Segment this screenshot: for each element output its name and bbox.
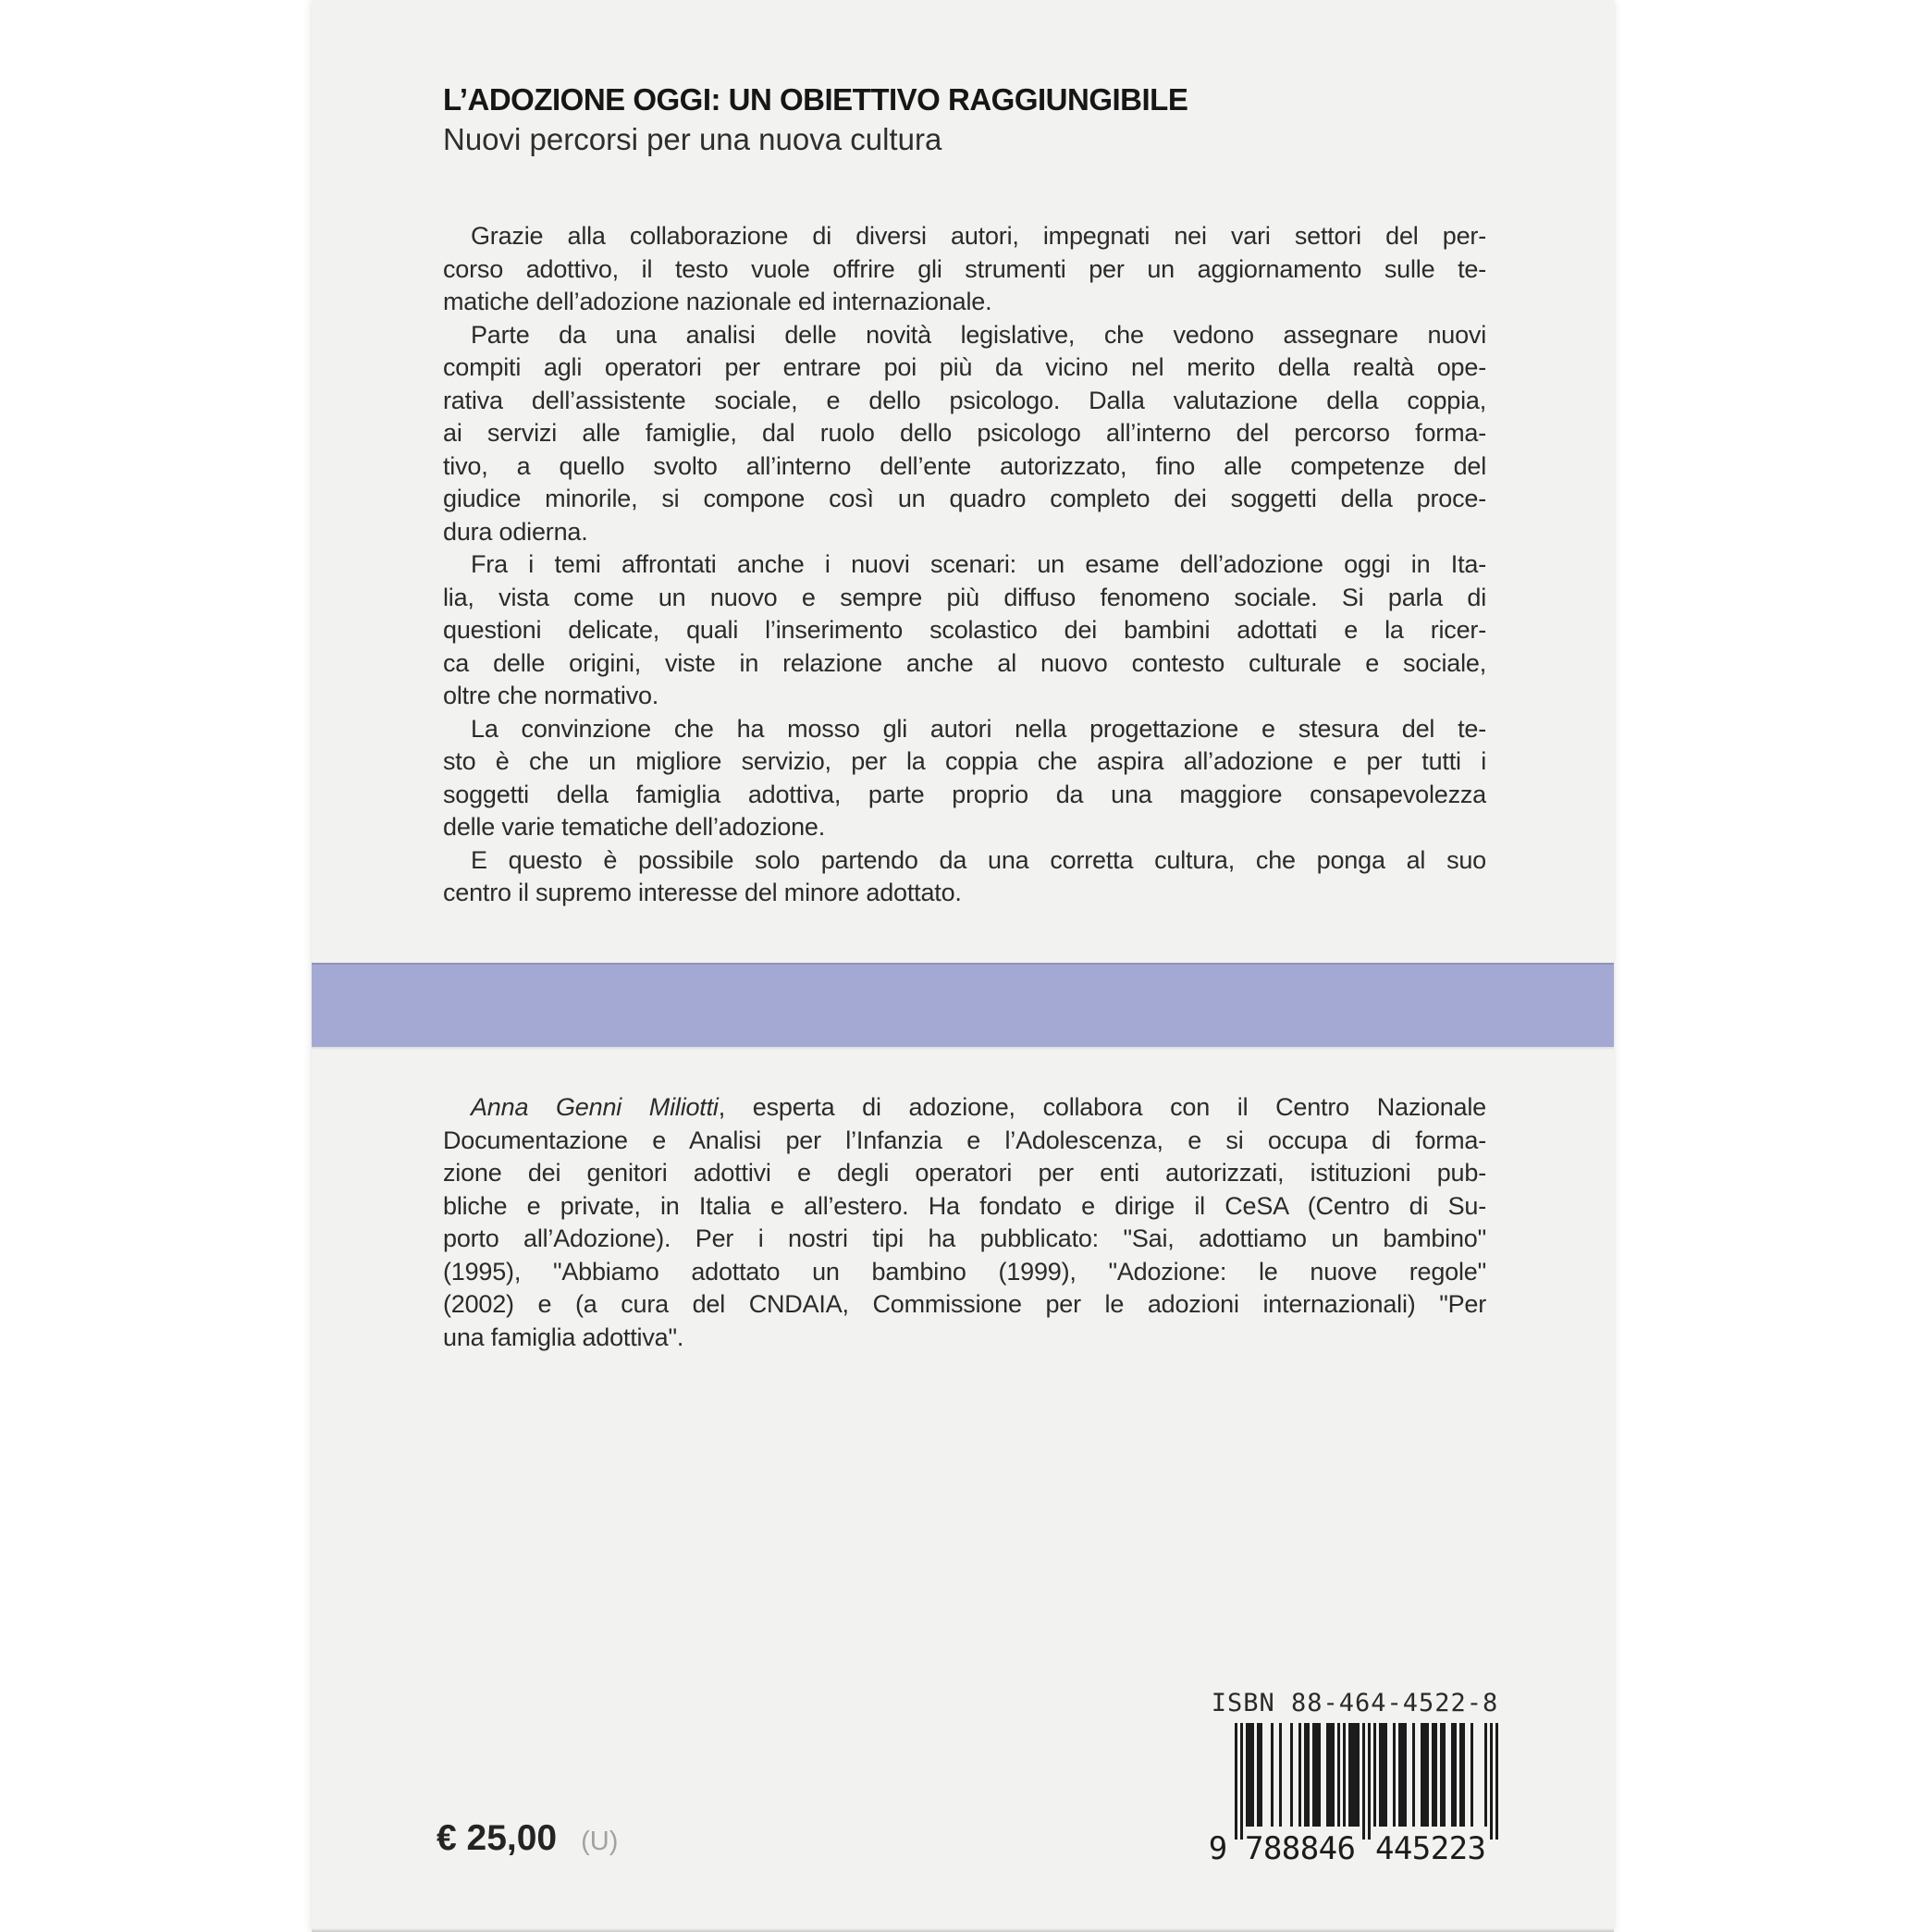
- book-subtitle: Nuovi percorsi per una nuova cultura: [443, 122, 942, 156]
- text-line: corso adottivo, il testo vuole offrire gli strumenti per un aggiornamento sulle te-: [443, 254, 1486, 283]
- text-line: (1995), "Abbiamo adottato un bambino (1999), "Adozione: le nuove regole": [443, 1257, 1486, 1286]
- text-line: centro il supremo interesse del minore adottato.: [443, 879, 962, 906]
- text-line: ai servizi alle famiglie, dal ruolo dello psicologo all’interno del percorso forma-: [443, 419, 1486, 447]
- text-line: delle varie tematiche dell’adozione.: [443, 813, 826, 841]
- text-line: giudice minorile, si compone così un quadro completo dei soggetti della proce-: [443, 485, 1486, 512]
- text-line: Fra i temi affrontati anche i nuovi scenari: un esame dell’adozione oggi in Ita-: [471, 550, 1486, 578]
- text-line: La convinzione che ha mosso gli autori nella progettazione e stesura del te-: [471, 714, 1486, 743]
- text-line: Grazie alla collaborazione di diversi autori, impegnati nei vari settori del per-: [471, 222, 1486, 250]
- author-bio: [443, 1091, 1486, 1354]
- barcode-digit-first: 9: [1208, 1830, 1228, 1864]
- text-line: matiche dell’adozione nazionale ed internazionale.: [443, 288, 992, 315]
- barcode-digits-left: 788846: [1245, 1830, 1356, 1864]
- ean-barcode-svg: [1207, 1723, 1503, 1864]
- author-name: Anna Genni Miliotti: [471, 1093, 719, 1121]
- text-line: dura odierna.: [443, 517, 588, 546]
- ean-barcode: [1207, 1723, 1503, 1864]
- text-line: (2002) e (a cura del CNDAIA, Commissione per le adozioni internazionali) "Per: [443, 1290, 1486, 1318]
- text-line: sto è che un migliore servizio, per la coppia che aspira all’adozione e per tutti i: [443, 747, 1486, 775]
- text-line: soggetti della famiglia adottiva, parte proprio da una maggiore consapevolezza: [443, 780, 1486, 808]
- text-line: una famiglia adottiva".: [443, 1323, 684, 1351]
- book-back-cover: [312, 0, 1614, 1932]
- text-line: lia, vista come un nuovo e sempre più diffuso fenomeno sociale. Si parla di: [443, 583, 1486, 611]
- barcode-digits-right: 445223: [1375, 1830, 1486, 1864]
- isbn-block: [1207, 1689, 1503, 1864]
- text-line: rativa dell’assistente sociale, e dello psicologo. Dalla valutazione della coppia,: [443, 386, 1486, 414]
- isbn-label: ISBN 88-464-4522-8: [1211, 1689, 1499, 1717]
- text-line: Anna Genni Miliotti, esperta di adozione, collabora con il Centro Nazionale: [471, 1093, 1486, 1121]
- text-line: questioni delicate, quali l’inserimento scolastico dei bambini adottati e la ricer-: [443, 616, 1486, 644]
- price-block: [437, 1818, 618, 1859]
- text-line: zione dei genitori adottivi e degli operatori per enti autorizzati, istituzioni pub-: [443, 1159, 1486, 1187]
- text-line: oltre che normativo.: [443, 682, 659, 709]
- book-title: L’ADOZIONE OGGI: UN OBIETTIVO RAGGIUNGIBILE: [443, 82, 1188, 117]
- text-line: E questo è possibile solo partendo da una corretta cultura, che ponga al suo: [471, 845, 1486, 874]
- text-line: porto all’Adozione). Per i nostri tipi ha pubblicato: "Sai, adottiamo un bambino": [443, 1224, 1486, 1252]
- title-block: [443, 78, 1534, 158]
- text-line: bliche e private, in Italia e all’estero. Ha fondato e dirige il CeSA (Centro di Su-: [443, 1191, 1486, 1220]
- text-line: Parte da una analisi delle novità legislative, che vedono assegnare nuovi: [471, 320, 1486, 349]
- text-line: ca delle origini, viste in relazione anche al nuovo contesto culturale e sociale,: [443, 648, 1486, 677]
- text-line: compiti agli operatori per entrare poi più da vicino nel merito della realtà ope-: [443, 353, 1486, 381]
- decorative-band: [312, 963, 1614, 1047]
- text-line: tivo, a quello svolto all’interno dell’ente autorizzato, fino alle competenze del: [443, 451, 1486, 480]
- description-text: [443, 220, 1486, 910]
- price-amount: € 25,00: [437, 1818, 558, 1858]
- price-note: (U): [581, 1827, 619, 1856]
- text-line: Documentazione e Analisi per l’Infanzia e l’Adolescenza, e si occupa di forma-: [443, 1126, 1486, 1154]
